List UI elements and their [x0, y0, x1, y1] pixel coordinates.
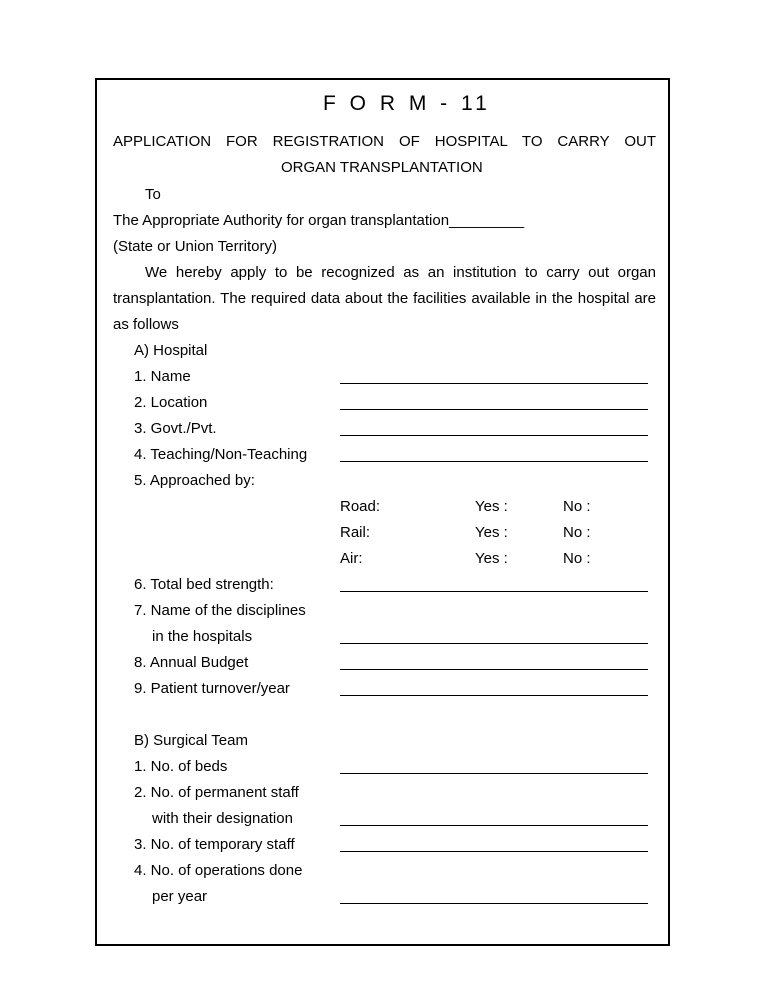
label-permanent-staff-cont: with their designation — [152, 810, 293, 827]
label-budget: 8. Annual Budget — [134, 654, 249, 671]
label-name: 1. Name — [134, 368, 191, 385]
turnover-field-line[interactable] — [340, 695, 648, 696]
rail-yes[interactable]: Yes : — [475, 524, 508, 541]
label-teaching: 4. Teaching/Non-Teaching — [134, 446, 308, 463]
road-no[interactable]: No : — [563, 498, 591, 515]
label-air: Air: — [340, 550, 363, 567]
label-disciplines-cont: in the hospitals — [152, 628, 253, 645]
label-turnover: 9. Patient turnover/year — [134, 680, 290, 697]
disciplines-field-line[interactable] — [340, 643, 648, 644]
label-disciplines: 7. Name of the disciplines — [134, 602, 306, 619]
heading-line-1: APPLICATION FOR REGISTRATION OF HOSPITAL TO CARRY OUT — [113, 133, 656, 150]
teaching-field-line[interactable] — [340, 461, 648, 462]
label-total-beds: 6. Total bed strength: — [134, 576, 274, 593]
label-temporary-staff: 3. No. of temporary staff — [134, 836, 295, 853]
territory-line: (State or Union Territory) — [113, 238, 277, 255]
section-a-heading: A) Hospital — [134, 342, 208, 359]
road-yes[interactable]: Yes : — [475, 498, 508, 515]
intro-line-2: transplantation. The required data about the facilities available in the hospital are — [113, 290, 656, 307]
budget-field-line[interactable] — [340, 669, 648, 670]
label-rail: Rail: — [340, 524, 371, 541]
label-operations: 4. No. of operations done — [134, 862, 303, 879]
operations-field-line[interactable] — [340, 903, 648, 904]
label-location: 2. Location — [134, 394, 208, 411]
name-field-line[interactable] — [340, 383, 648, 384]
temporary-staff-field-line[interactable] — [340, 851, 648, 852]
salutation-to: To — [145, 186, 161, 203]
label-approached: 5. Approached by: — [134, 472, 255, 489]
intro-line-1: We hereby apply to be recognized as an institution to carry out organ — [145, 264, 656, 281]
location-field-line[interactable] — [340, 409, 648, 410]
label-road: Road: — [340, 498, 381, 515]
air-no[interactable]: No : — [563, 550, 591, 567]
air-yes[interactable]: Yes : — [475, 550, 508, 567]
rail-no[interactable]: No : — [563, 524, 591, 541]
label-permanent-staff: 2. No. of permanent staff — [134, 784, 299, 801]
label-operations-cont: per year — [152, 888, 208, 905]
label-govt: 3. Govt./Pvt. — [134, 420, 217, 437]
total-beds-field-line[interactable] — [340, 591, 648, 592]
heading-line-2: ORGAN TRANSPLANTATION — [281, 159, 483, 176]
form-title: F O R M - 11 — [323, 92, 491, 115]
permanent-staff-field-line[interactable] — [340, 825, 648, 826]
authority-line: The Appropriate Authority for organ transplantation_________ — [113, 212, 525, 229]
surgical-beds-field-line[interactable] — [340, 773, 648, 774]
intro-line-3: as follows — [113, 316, 179, 333]
section-b-heading: B) Surgical Team — [134, 732, 248, 749]
label-surgical-beds: 1. No. of beds — [134, 758, 228, 775]
govt-field-line[interactable] — [340, 435, 648, 436]
